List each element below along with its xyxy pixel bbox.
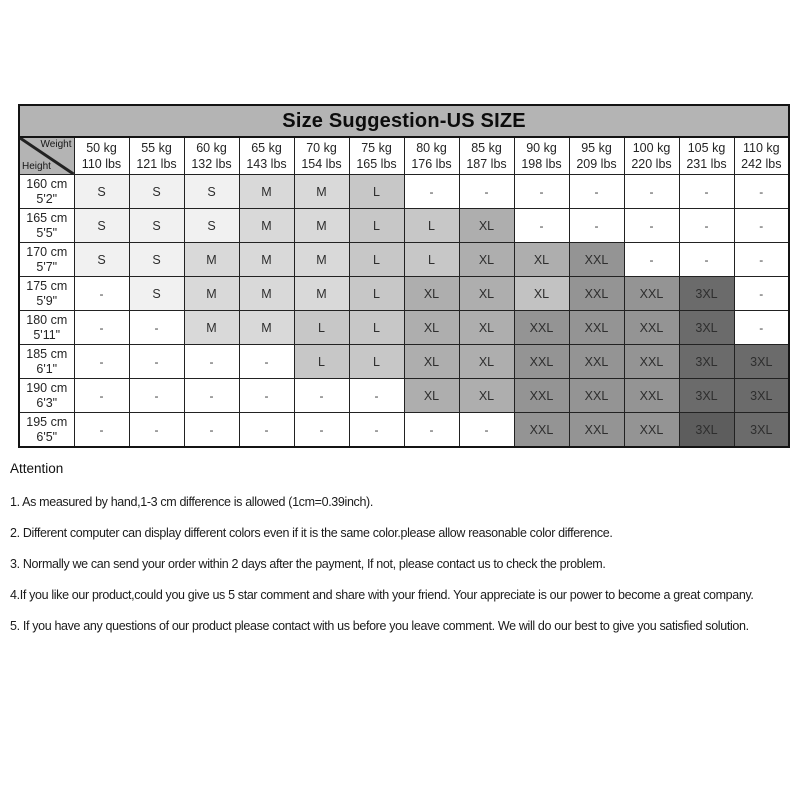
size-cell: XXL bbox=[569, 345, 624, 379]
attention-section bbox=[10, 462, 798, 650]
size-cell: S bbox=[184, 209, 239, 243]
weight-kg-label: 95 kg bbox=[581, 141, 612, 155]
empty-size-cell: - bbox=[459, 175, 514, 209]
size-cell: L bbox=[349, 209, 404, 243]
attention-heading: Attention bbox=[10, 461, 64, 476]
weight-lbs-label: 231 lbs bbox=[686, 157, 727, 171]
table-row bbox=[19, 277, 789, 311]
weight-header-cell bbox=[294, 137, 349, 175]
height-header-cell bbox=[19, 379, 74, 413]
empty-size-cell: - bbox=[184, 379, 239, 413]
empty-size-cell: - bbox=[404, 175, 459, 209]
weight-header-cell bbox=[129, 137, 184, 175]
weight-header-cell bbox=[349, 137, 404, 175]
height-cm-label: 165 cm bbox=[26, 210, 68, 225]
weight-lbs-label: 165 lbs bbox=[356, 157, 397, 171]
height-cm-label: 185 cm bbox=[26, 346, 68, 361]
weight-lbs-label: 198 lbs bbox=[521, 157, 562, 171]
weight-lbs-label: 110 lbs bbox=[81, 157, 122, 171]
height-header-cell bbox=[19, 277, 74, 311]
size-cell: XL bbox=[514, 243, 569, 277]
size-cell: S bbox=[74, 175, 129, 209]
attention-note: 2. Different computer can display different colors even if it is the same color.please allow reasonable color difference. bbox=[10, 526, 613, 540]
size-cell: 3XL bbox=[679, 379, 734, 413]
attention-note: 1. As measured by hand,1-3 cm difference is allowed (1cm=0.39inch). bbox=[10, 495, 373, 509]
size-cell: L bbox=[349, 345, 404, 379]
empty-size-cell: - bbox=[294, 413, 349, 448]
size-cell: XXL bbox=[569, 379, 624, 413]
empty-size-cell: - bbox=[679, 243, 734, 277]
empty-size-cell: - bbox=[74, 277, 129, 311]
size-cell: 3XL bbox=[734, 345, 789, 379]
size-cell: XL bbox=[514, 277, 569, 311]
empty-size-cell: - bbox=[624, 209, 679, 243]
size-cell: L bbox=[404, 243, 459, 277]
table-row bbox=[19, 379, 789, 413]
height-header-cell bbox=[19, 243, 74, 277]
height-cm-label: 160 cm bbox=[26, 176, 68, 191]
weight-kg-label: 100 kg bbox=[632, 141, 671, 155]
size-cell: 3XL bbox=[734, 413, 789, 448]
empty-size-cell: - bbox=[514, 209, 569, 243]
weight-kg-label: 55 kg bbox=[141, 141, 172, 155]
size-cell: XL bbox=[404, 311, 459, 345]
weight-header-cell bbox=[404, 137, 459, 175]
size-cell: XXL bbox=[624, 345, 679, 379]
size-cell: L bbox=[349, 311, 404, 345]
size-cell: XXL bbox=[569, 413, 624, 448]
height-ft-label: 6'1" bbox=[36, 361, 58, 376]
table-row bbox=[19, 243, 789, 277]
size-cell: M bbox=[239, 311, 294, 345]
size-cell: M bbox=[239, 277, 294, 311]
size-cell: S bbox=[129, 175, 184, 209]
table-row bbox=[19, 209, 789, 243]
height-ft-label: 5'2" bbox=[36, 191, 58, 206]
height-ft-label: 5'9" bbox=[36, 293, 58, 308]
height-ft-label: 5'5" bbox=[36, 225, 58, 240]
empty-size-cell: - bbox=[734, 175, 789, 209]
empty-size-cell: - bbox=[129, 345, 184, 379]
weight-header-cell bbox=[569, 137, 624, 175]
empty-size-cell: - bbox=[734, 311, 789, 345]
attention-note: 3. Normally we can send your order within 2 days after the payment, If not, please contact us to check the problem. bbox=[10, 557, 606, 571]
weight-kg-label: 105 kg bbox=[687, 141, 726, 155]
weight-header-cell bbox=[679, 137, 734, 175]
height-ft-label: 6'5" bbox=[36, 429, 58, 444]
weight-header-cell bbox=[459, 137, 514, 175]
empty-size-cell: - bbox=[569, 209, 624, 243]
size-cell: XL bbox=[459, 311, 514, 345]
height-ft-label: 5'11" bbox=[33, 327, 61, 342]
table-title: Size Suggestion-US SIZE bbox=[19, 105, 789, 137]
height-header-cell bbox=[19, 175, 74, 209]
empty-size-cell: - bbox=[679, 209, 734, 243]
size-cell: S bbox=[184, 175, 239, 209]
size-cell: XXL bbox=[514, 379, 569, 413]
weight-lbs-label: 187 lbs bbox=[466, 157, 507, 171]
attention-note: 4.If you like our product,could you give us 5 star comment and share with your friend. Your appreciate is our power to become a great company. bbox=[10, 588, 754, 602]
size-cell: XL bbox=[459, 345, 514, 379]
height-cm-label: 180 cm bbox=[26, 312, 68, 327]
weight-header-cell bbox=[734, 137, 789, 175]
weight-lbs-label: 154 lbs bbox=[301, 157, 342, 171]
table-row bbox=[19, 311, 789, 345]
size-cell: XXL bbox=[624, 277, 679, 311]
empty-size-cell: - bbox=[129, 413, 184, 448]
empty-size-cell: - bbox=[239, 379, 294, 413]
size-cell: L bbox=[349, 277, 404, 311]
size-cell: XL bbox=[459, 243, 514, 277]
height-cm-label: 195 cm bbox=[26, 414, 68, 429]
height-header-cell bbox=[19, 311, 74, 345]
weight-kg-label: 50 kg bbox=[86, 141, 117, 155]
size-cell: M bbox=[294, 175, 349, 209]
weight-lbs-label: 176 lbs bbox=[411, 157, 452, 171]
weight-lbs-label: 121 lbs bbox=[136, 157, 177, 171]
size-cell: XL bbox=[404, 277, 459, 311]
size-cell: M bbox=[239, 175, 294, 209]
size-cell: XXL bbox=[624, 311, 679, 345]
weight-kg-label: 90 kg bbox=[526, 141, 557, 155]
empty-size-cell: - bbox=[734, 277, 789, 311]
empty-size-cell: - bbox=[459, 413, 514, 448]
weight-kg-label: 75 kg bbox=[361, 141, 392, 155]
weight-kg-label: 65 kg bbox=[251, 141, 282, 155]
height-cm-label: 170 cm bbox=[26, 244, 68, 259]
empty-size-cell: - bbox=[349, 379, 404, 413]
corner-weight-label: Weight bbox=[40, 139, 72, 150]
weight-header-cell bbox=[74, 137, 129, 175]
size-cell: XL bbox=[459, 379, 514, 413]
weight-lbs-label: 132 lbs bbox=[191, 157, 232, 171]
empty-size-cell: - bbox=[514, 175, 569, 209]
size-cell: XXL bbox=[514, 311, 569, 345]
height-ft-label: 6'3" bbox=[36, 395, 58, 410]
empty-size-cell: - bbox=[624, 243, 679, 277]
size-cell: L bbox=[349, 175, 404, 209]
empty-size-cell: - bbox=[74, 379, 129, 413]
height-header-cell bbox=[19, 209, 74, 243]
weight-header-cell bbox=[184, 137, 239, 175]
empty-size-cell: - bbox=[74, 311, 129, 345]
table-row bbox=[19, 345, 789, 379]
size-cell: 3XL bbox=[679, 311, 734, 345]
size-cell: XXL bbox=[514, 345, 569, 379]
title-row bbox=[19, 105, 789, 137]
weight-kg-label: 80 kg bbox=[416, 141, 447, 155]
empty-size-cell: - bbox=[239, 413, 294, 448]
size-cell: L bbox=[349, 243, 404, 277]
size-cell: XL bbox=[404, 345, 459, 379]
size-cell: 3XL bbox=[679, 345, 734, 379]
empty-size-cell: - bbox=[74, 413, 129, 448]
empty-size-cell: - bbox=[569, 175, 624, 209]
empty-size-cell: - bbox=[74, 345, 129, 379]
height-header-cell bbox=[19, 345, 74, 379]
weight-header-cell bbox=[624, 137, 679, 175]
attention-note: 5. If you have any questions of our product please contact with us before you leave comment. We will do our best to give you satisfied solution. bbox=[10, 619, 749, 633]
weight-header-cell bbox=[514, 137, 569, 175]
weight-lbs-label: 209 lbs bbox=[576, 157, 617, 171]
weight-lbs-label: 143 lbs bbox=[246, 157, 287, 171]
table-row bbox=[19, 175, 789, 209]
empty-size-cell: - bbox=[184, 413, 239, 448]
size-cell: M bbox=[294, 209, 349, 243]
size-cell: XL bbox=[459, 277, 514, 311]
attention-list bbox=[10, 495, 798, 633]
empty-size-cell: - bbox=[734, 243, 789, 277]
empty-size-cell: - bbox=[184, 345, 239, 379]
height-ft-label: 5'7" bbox=[36, 259, 58, 274]
size-cell: S bbox=[74, 243, 129, 277]
size-cell: M bbox=[294, 243, 349, 277]
height-cm-label: 190 cm bbox=[26, 380, 68, 395]
size-cell: M bbox=[239, 209, 294, 243]
size-cell: XXL bbox=[624, 413, 679, 448]
empty-size-cell: - bbox=[129, 379, 184, 413]
size-cell: XXL bbox=[569, 243, 624, 277]
empty-size-cell: - bbox=[734, 209, 789, 243]
empty-size-cell: - bbox=[239, 345, 294, 379]
size-cell: 3XL bbox=[679, 413, 734, 448]
size-cell: M bbox=[184, 243, 239, 277]
weight-kg-label: 110 kg bbox=[742, 141, 780, 155]
table-row bbox=[19, 413, 789, 448]
size-cell: XL bbox=[459, 209, 514, 243]
height-cm-label: 175 cm bbox=[26, 278, 68, 293]
size-cell: 3XL bbox=[679, 277, 734, 311]
size-suggestion-table bbox=[18, 104, 790, 448]
weight-height-corner-cell bbox=[19, 137, 74, 175]
empty-size-cell: - bbox=[349, 413, 404, 448]
size-cell: M bbox=[184, 311, 239, 345]
corner-height-label: Height bbox=[22, 161, 51, 172]
size-cell: M bbox=[239, 243, 294, 277]
size-cell: S bbox=[129, 243, 184, 277]
empty-size-cell: - bbox=[294, 379, 349, 413]
size-cell: S bbox=[129, 209, 184, 243]
weight-lbs-label: 242 lbs bbox=[741, 157, 782, 171]
weight-kg-label: 60 kg bbox=[196, 141, 227, 155]
empty-size-cell: - bbox=[624, 175, 679, 209]
size-cell: XXL bbox=[569, 311, 624, 345]
size-cell: L bbox=[294, 311, 349, 345]
weight-header-row bbox=[19, 137, 789, 175]
size-cell: XL bbox=[404, 379, 459, 413]
weight-header-cell bbox=[239, 137, 294, 175]
size-cell: S bbox=[129, 277, 184, 311]
size-cell: XXL bbox=[514, 413, 569, 448]
size-cell: XXL bbox=[569, 277, 624, 311]
weight-lbs-label: 220 lbs bbox=[631, 157, 672, 171]
weight-kg-label: 70 kg bbox=[306, 141, 337, 155]
empty-size-cell: - bbox=[404, 413, 459, 448]
size-cell: L bbox=[294, 345, 349, 379]
height-header-cell bbox=[19, 413, 74, 448]
weight-kg-label: 85 kg bbox=[471, 141, 502, 155]
size-cell: M bbox=[294, 277, 349, 311]
size-cell: M bbox=[184, 277, 239, 311]
size-cell: S bbox=[74, 209, 129, 243]
size-cell: L bbox=[404, 209, 459, 243]
size-cell: 3XL bbox=[734, 379, 789, 413]
empty-size-cell: - bbox=[679, 175, 734, 209]
empty-size-cell: - bbox=[129, 311, 184, 345]
size-cell: XXL bbox=[624, 379, 679, 413]
